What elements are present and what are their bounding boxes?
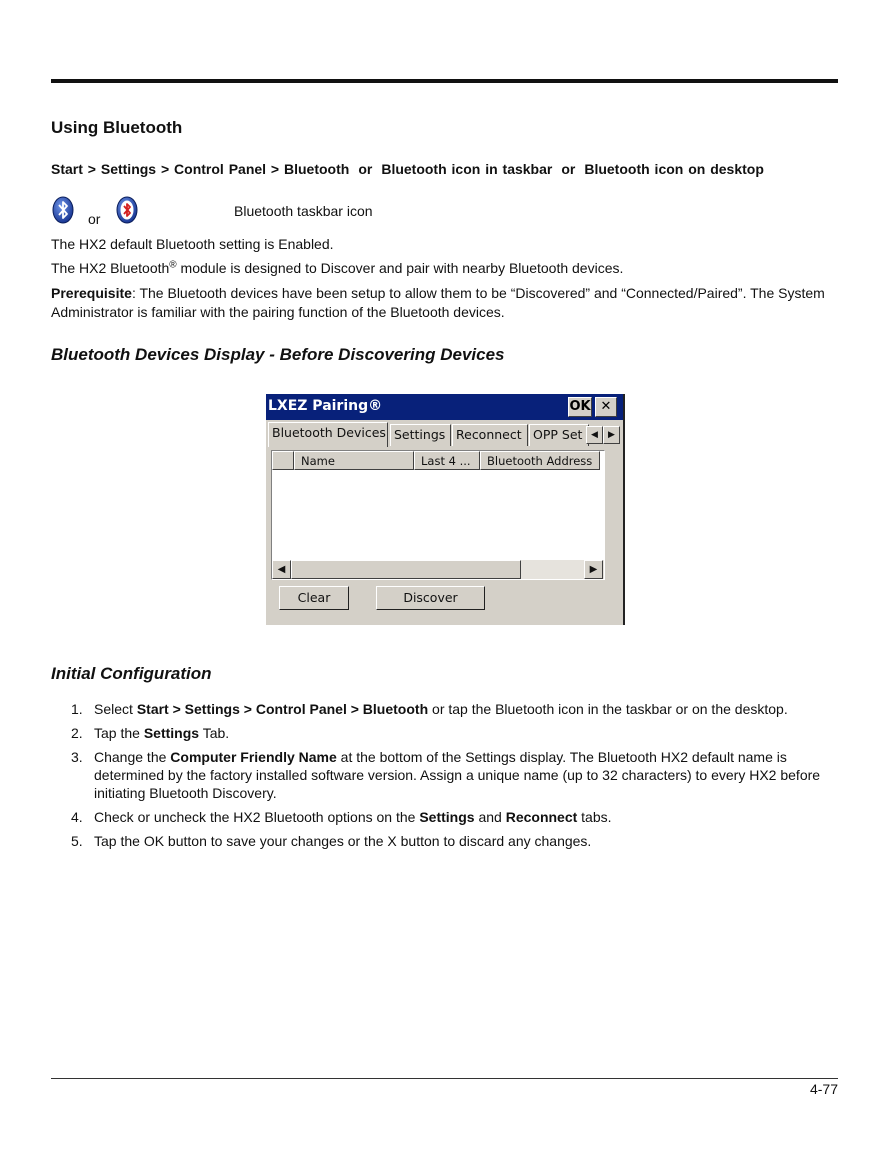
or-separator: or: [561, 161, 576, 177]
prerequisite-text: : The Bluetooth devices have been setup to allow them to be “Discovered” and “Connected/Paired”. The System: [131, 285, 825, 301]
step-number: 5.: [71, 833, 83, 849]
tab-reconnect[interactable]: Reconnect: [452, 424, 528, 446]
paragraph-default-setting: The HX2 default Bluetooth setting is Enabled.: [51, 236, 334, 252]
pairing-dialog-figure: [266, 394, 625, 625]
page-number: 4-77: [809, 1081, 838, 1097]
step-text: Change the: [94, 749, 171, 765]
taskbar-alternative: Bluetooth icon in taskbar: [381, 161, 553, 177]
list-item: [51, 832, 838, 850]
list-item: [51, 748, 838, 802]
step-emphasis: Settings: [419, 809, 475, 825]
step-number: 2.: [71, 725, 83, 741]
section-title: Using Bluetooth: [51, 118, 183, 137]
configuration-steps: [51, 700, 838, 856]
list-item: [51, 700, 838, 718]
prerequisite-label: Prerequisite: [51, 285, 132, 301]
bottom-rule: [51, 1078, 838, 1079]
menu-path: Start > Settings > Control Panel > Bluetooth: [51, 161, 350, 177]
column-header-name[interactable]: Name: [294, 451, 414, 470]
scroll-right-icon[interactable]: ▶: [584, 560, 603, 579]
horizontal-scrollbar[interactable]: [272, 560, 604, 579]
registered-mark: ®: [169, 259, 177, 271]
tab-strip: [266, 424, 623, 448]
clear-button[interactable]: Clear: [279, 586, 349, 610]
step-emphasis: Start > Settings > Control Panel > Bluetooth: [136, 701, 429, 717]
top-rule: [51, 79, 838, 83]
step-text: Check or uncheck the HX2 Bluetooth options on the: [94, 809, 420, 825]
config-section-title: Initial Configuration: [51, 664, 212, 683]
tab-scroll-right-icon[interactable]: ▶: [603, 426, 620, 444]
step-number: 1.: [71, 701, 83, 717]
column-header-icon: [272, 451, 294, 470]
ok-button[interactable]: OK: [568, 397, 592, 417]
devices-list[interactable]: [271, 450, 605, 580]
step-number: 3.: [71, 749, 83, 765]
step-number: 4.: [71, 809, 83, 825]
close-button[interactable]: ✕: [595, 397, 617, 417]
list-item: [51, 808, 838, 826]
scroll-left-icon[interactable]: ◀: [272, 560, 291, 579]
step-text: and: [474, 809, 506, 825]
tab-scroll-left-icon[interactable]: ◀: [586, 426, 603, 444]
bluetooth-icon-red: [116, 196, 138, 229]
column-header-last4[interactable]: Last 4 ...: [414, 451, 480, 470]
bluetooth-icon-blue: [52, 196, 74, 229]
paragraph-module: [51, 259, 623, 278]
list-item: [51, 724, 838, 742]
tab-bluetooth-devices[interactable]: Bluetooth Devices: [268, 422, 388, 447]
or-text: or: [88, 211, 101, 227]
step-text: Tab.: [199, 725, 230, 741]
step-emphasis: Settings: [143, 725, 200, 741]
navigation-path: [51, 161, 764, 177]
tab-opp-settings[interactable]: OPP Set: [529, 424, 589, 446]
step-text: Tap the OK button to save your changes or the X button to discard any changes.: [94, 833, 592, 849]
icon-caption: Bluetooth taskbar icon: [234, 203, 373, 219]
desktop-alternative: Bluetooth icon on desktop: [584, 161, 764, 177]
prerequisite-paragraph: [51, 284, 841, 322]
step-text: or tap the Bluetooth icon in the taskbar or on the desktop.: [428, 701, 788, 717]
prerequisite-text-cont: Administrator is familiar with the pairing function of the Bluetooth devices.: [51, 304, 505, 320]
or-separator: or: [358, 161, 373, 177]
step-text: tabs.: [577, 809, 612, 825]
tab-settings[interactable]: Settings: [390, 424, 451, 446]
step-emphasis: Computer Friendly Name: [170, 749, 337, 765]
scroll-thumb[interactable]: [291, 560, 521, 579]
paragraph-module-text: The HX2 Bluetooth: [51, 260, 170, 276]
step-text: at the bottom of the Settings display. The Bluetooth HX2 default name is determined by the factory installed software version. Assign a unique name (up to 32 characters) to every HX2 before initiating Bluetooth Discovery.: [94, 749, 821, 801]
discover-button[interactable]: Discover: [376, 586, 485, 610]
column-header-address[interactable]: Bluetooth Address: [480, 451, 600, 470]
paragraph-module-text-end: module is designed to Discover and pair with nearby Bluetooth devices.: [176, 260, 624, 276]
step-text: Select: [94, 701, 137, 717]
dialog-title: LXEZ Pairing®: [268, 398, 383, 414]
step-emphasis: Reconnect: [505, 809, 578, 825]
step-text: Tap the: [94, 725, 144, 741]
display-section-title: Bluetooth Devices Display - Before Discovering Devices: [51, 345, 505, 364]
dialog-title-bar: [266, 394, 623, 420]
